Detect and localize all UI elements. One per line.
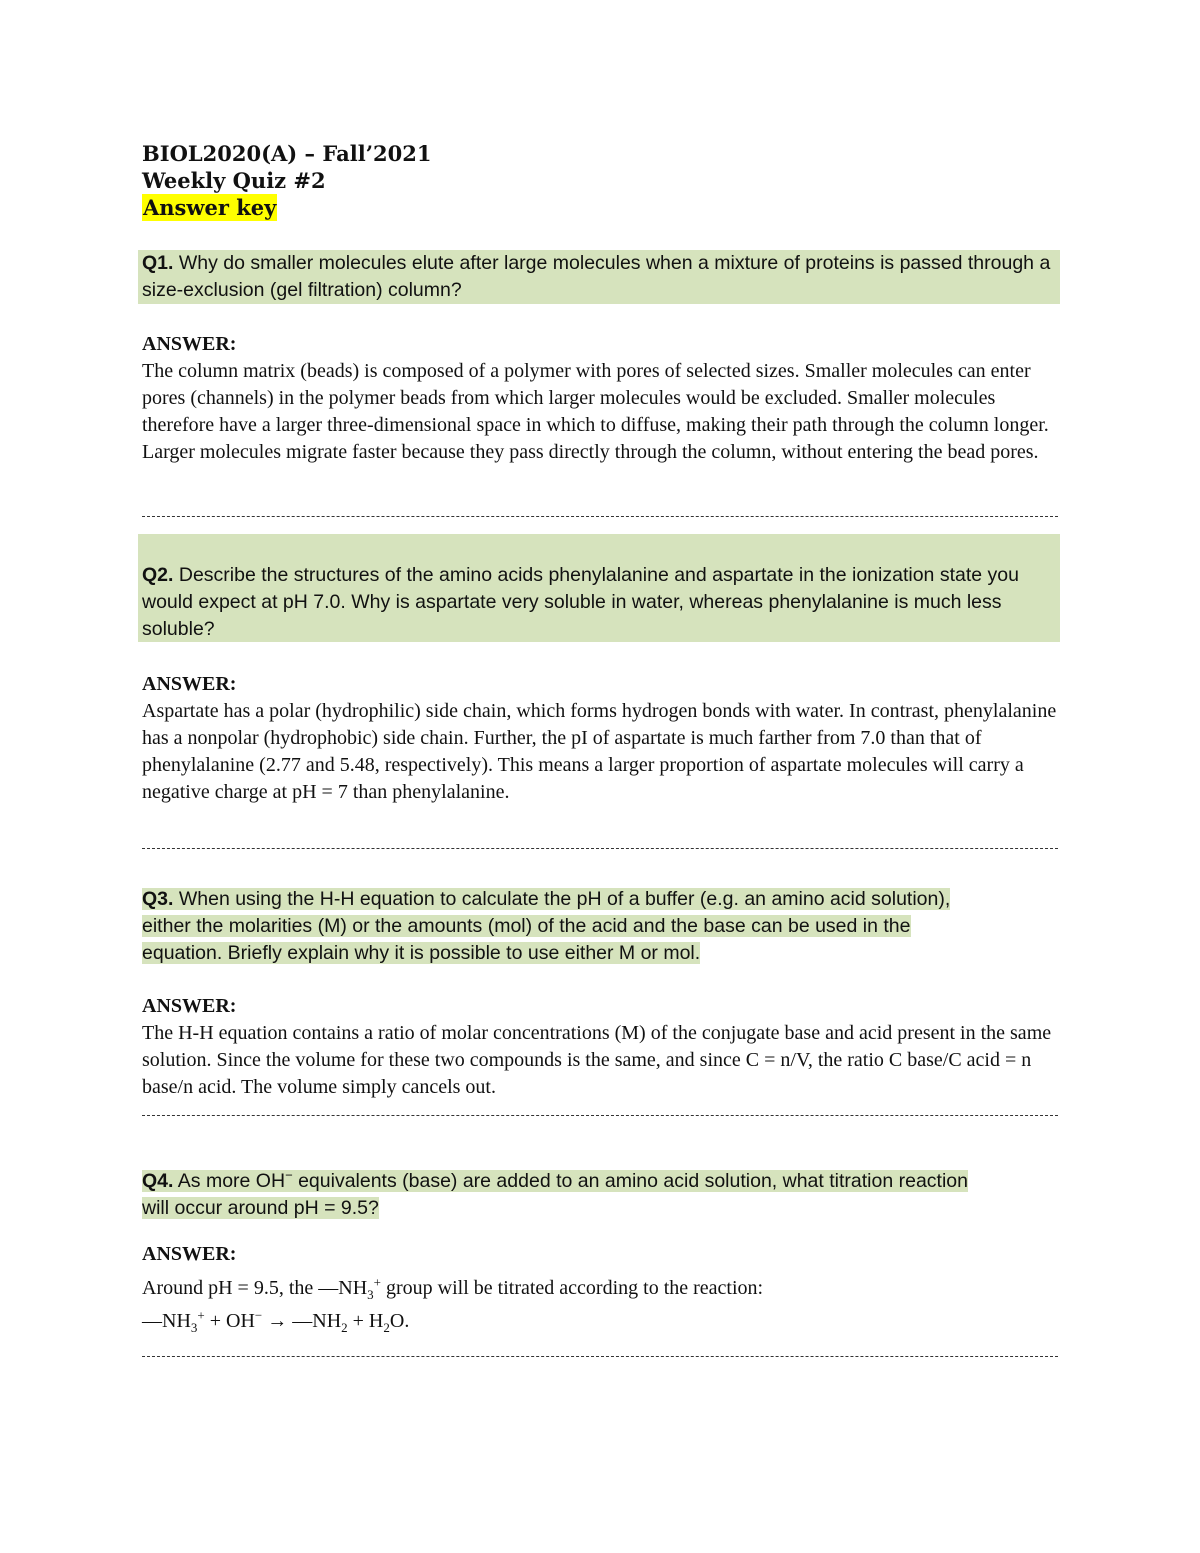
course-title: BIOL2020(A) – Fall’2021 xyxy=(142,141,432,166)
superscript: + xyxy=(197,1307,205,1323)
answer-2-label: ANSWER: xyxy=(142,673,237,695)
subscript: 2 xyxy=(383,1320,390,1335)
answer-key-label: Answer key xyxy=(143,195,277,220)
divider xyxy=(142,1356,1058,1357)
divider xyxy=(142,1115,1058,1116)
equation-part: O. xyxy=(389,1310,410,1332)
reaction-equation xyxy=(142,1308,1060,1335)
equation-part: —NH xyxy=(142,1310,191,1332)
equation-part: + OH xyxy=(204,1310,255,1332)
quiz-title: Weekly Quiz #2 xyxy=(142,168,326,193)
answer-4-text xyxy=(142,1275,1060,1335)
question-1-text: Why do smaller molecules elute after large molecules when a mixture of proteins is passed through a size-exclusion (gel filtration) column? xyxy=(142,252,1051,301)
question-2-text: Describe the structures of the amino acids phenylalanine and aspartate in the ionization state you would expect at pH 7.0. Why is aspartate very soluble in water, whereas phenylalanine is much less soluble? xyxy=(142,564,1019,640)
superscript: − xyxy=(285,1167,293,1183)
equation-part: + H xyxy=(347,1310,384,1332)
subscript: 3 xyxy=(367,1287,374,1302)
question-4 xyxy=(142,1168,1062,1222)
equation-part: → —NH xyxy=(262,1310,342,1332)
document-header xyxy=(142,140,1062,221)
superscript: − xyxy=(254,1307,263,1323)
answer-3-label: ANSWER: xyxy=(142,995,237,1017)
answer-4-text-a: Around pH = 9.5, the —NH xyxy=(142,1277,368,1299)
question-3 xyxy=(142,886,1062,967)
question-3-number: Q3. xyxy=(142,888,174,910)
question-2-number: Q2. xyxy=(142,564,174,586)
superscript: + xyxy=(373,1274,381,1290)
question-3-line-3: equation. Briefly explain why it is possible to use either M or mol. xyxy=(142,942,701,964)
question-4-line-2: will occur around pH = 9.5? xyxy=(142,1197,379,1219)
question-4-text-a: As more OH xyxy=(177,1170,286,1192)
subscript: 3 xyxy=(190,1320,198,1335)
question-3-line-2: either the molarities (M) or the amounts (mol) of the acid and the base can be used in the xyxy=(142,915,911,937)
answer-2-text: Aspartate has a polar (hydrophilic) side chain, which forms hydrogen bonds with water. In contrast, phenylalanine has a nonpolar (hydrophobic) side chain. Further, the pI of aspartate is much farther from 7.0 than that of phenylalanine (2.77 and 5.48, respectively). This means a larger proportion of aspartate molecules will carry a negative charge at pH = 7 than phenylalanine. xyxy=(142,700,1057,803)
question-2 xyxy=(138,534,1060,642)
divider xyxy=(142,848,1058,849)
answer-4-label: ANSWER: xyxy=(142,1243,237,1265)
question-1 xyxy=(138,250,1060,304)
answer-3-text: The H-H equation contains a ratio of molar concentrations (M) of the conjugate base and acid present in the same solution. Since the volume for these two compounds is the same, and since C = n/V, the ratio C base/C acid = n base/n acid. The volume simply cancels out. xyxy=(142,1022,1052,1098)
question-1-number: Q1. xyxy=(142,252,174,274)
answer-1-label: ANSWER: xyxy=(142,333,237,355)
question-3-line-1: When using the H-H equation to calculate the pH of a buffer (e.g. an amino acid solution), xyxy=(178,888,951,910)
subscript: 2 xyxy=(341,1320,348,1335)
answer-1-text: The column matrix (beads) is composed of a polymer with pores of selected sizes. Smaller molecules can enter pores (channels) in the polymer beads from which larger molecules would be excluded. Smaller molecules therefore have a larger three-dimensional space in which to diffuse, making their path through the column longer. Larger molecules migrate faster because they pass directly through the column, without entering the bead pores. xyxy=(142,360,1049,463)
question-4-number: Q4. xyxy=(142,1170,174,1192)
question-4-text-b: equivalents (base) are added to an amino acid solution, what titration reaction xyxy=(292,1170,968,1192)
answer-4-text-b: group will be titrated according to the reaction: xyxy=(381,1277,764,1299)
divider xyxy=(142,516,1058,517)
